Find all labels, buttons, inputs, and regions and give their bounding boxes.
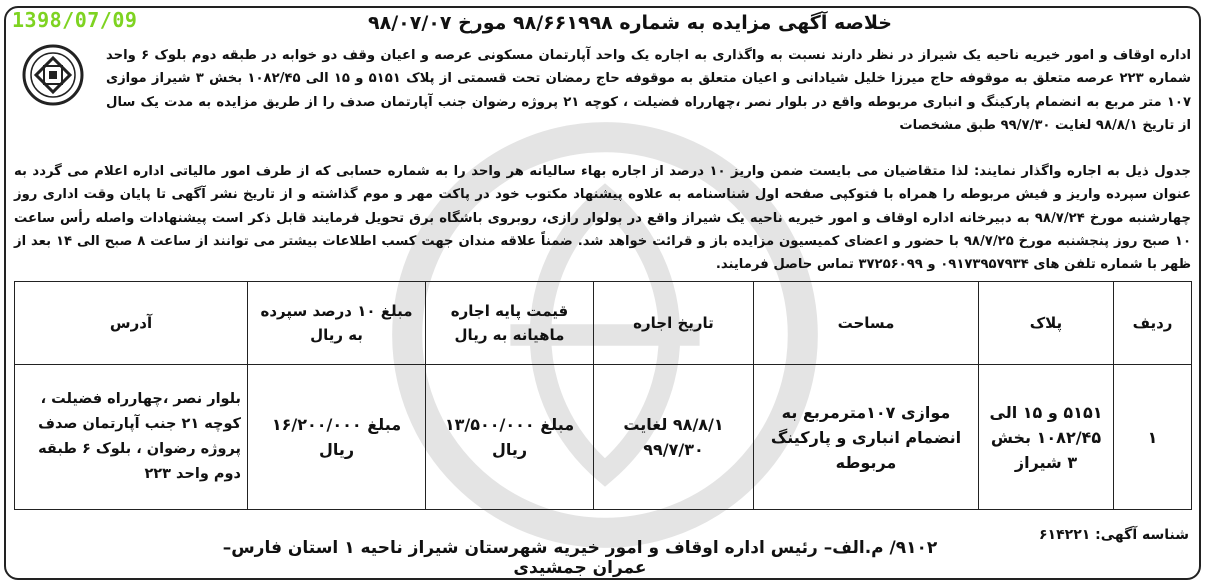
header-deposit: مبلغ ۱۰ درصد سپرده به ریال bbox=[248, 282, 426, 365]
notice-body-bottom-block bbox=[14, 160, 1191, 276]
cell-base-price: مبلغ ۱۳/۵۰۰/۰۰۰ ریال bbox=[426, 365, 594, 510]
cell-deposit: مبلغ ۱۶/۲۰۰/۰۰۰ ریال bbox=[248, 365, 426, 510]
header-base-price: قیمت پایه اجاره ماهیانه به ریال bbox=[426, 282, 594, 365]
cell-address: بلوار نصر ،چهارراه فضیلت ، کوچه ۲۱ جنب آپارتمان صدف پروژه رضوان ، بلوک ۶ طبقه دوم واحد ۲۲۳ bbox=[15, 365, 248, 510]
notice-body bbox=[106, 44, 1191, 137]
cell-plaque: ۵۱۵۱ و ۱۵ الی ۱۰۸۲/۴۵ بخش ۳ شیراز bbox=[979, 365, 1114, 510]
listing-table bbox=[14, 281, 1192, 510]
table-header-row bbox=[15, 282, 1192, 365]
cell-area: موازی ۱۰۷مترمربع به انضمام انباری و پارکینگ مربوطه bbox=[754, 365, 979, 510]
date-stamp: 1398/07/09 bbox=[12, 8, 138, 32]
signature-line: ۹۱۰۲/ م.الف– رئیس اداره اوقاف و امور خیریه شهرستان شیراز ناحیه ۱ استان فارس– عمران جمشیدی bbox=[222, 538, 938, 578]
notice-title: خلاصه آگهی مزایده به شماره ۹۸/۶۶۱۹۹۸ مورخ ۹۸/۰۷/۰۷ bbox=[368, 12, 892, 34]
header-plaque: پلاک bbox=[979, 282, 1114, 365]
cell-row-number: ۱ bbox=[1114, 365, 1192, 510]
awqaf-emblem-icon bbox=[22, 44, 84, 106]
notice-body-top: اداره اوقاف و امور خیریه ناحیه یک شیراز در نظر دارند نسبت به واگذاری به اجاره یک واحد آپارتمان مسکونی عرصه و اعیان وقف دو خوابه در طبقه دوم بلوک ۶ واحد شماره ۲۲۳ عرصه متعلق به موقوفه حاج میرزا خلیل شیادانی و اعیان متعلق به موقوفه حاج رمضان تحت قسمتی از پلاک ۵۱۵۱ و ۱۵ الی ۱۰۸۲/۴۵ بخش ۳ شیراز موازی ۱۰۷ متر مربع به انضمام پارکینگ و انباری مربوطه واقع در بلوار نصر ،چهارراه فضیلت ، کوچه ۲۱ پروژه رضوان جنب آپارتمان صدف را از طریق مزایده به مدت یک سال از تاریخ ۹۸/۸/۱ لغایت ۹۹/۷/۳۰ طبق مشخصات bbox=[106, 48, 1191, 133]
header-row-number: ردیف bbox=[1114, 282, 1192, 365]
ad-id-label: شناسه آگهی: bbox=[1095, 527, 1189, 543]
header-lease-date: تاریخ اجاره bbox=[594, 282, 754, 365]
ad-id bbox=[1039, 527, 1189, 543]
header-address: آدرس bbox=[15, 282, 248, 365]
notice-body-bottom: جدول ذیل به اجاره واگذار نمایند: لذا متقاضیان می بایست ضمن واریز ۱۰ درصد از اجاره بهاء سالیانه هر واحد را به شماره حسابی که از طرف امور مالیاتی اداره اعلام می گردد به عنوان سپرده واریز و فیش مربوطه را همراه با فتوکپی صفحه اول شناسنامه به علاوه پیشنهاد مکتوب خود در پاکت مهر و موم گذاشته و از تاریخ نشر آگهی تا پایان وقت اداری روز چهارشنبه مورخ ۹۸/۷/۲۴ به دبیرخانه اداره اوقاف و امور خیریه ناحیه یک شیراز واقع در بولوار رازی، روبروی باشگاه برق تحویل فرمایند قابل ذکر است پیشنهادات واصله رأس ساعت ۱۰ صبح روز پنجشنبه مورخ ۹۸/۷/۲۵ با حضور و اعضای کمیسیون مزایده باز و قرائت خواهد شد. ضمناً علاقه مندان جهت کسب اطلاعات بیشتر می توانند از ساعت ۸ صبح الی ۱۴ بعد از ظهر با شماره تلفن های ۰۹۱۷۳۹۵۷۹۳۴ و ۳۷۲۵۶۰۹۹ تماس حاصل فرمایند. bbox=[14, 164, 1191, 273]
header-area: مساحت bbox=[754, 282, 979, 365]
table-row bbox=[15, 365, 1192, 510]
ad-id-value: ۶۱۴۲۲۱ bbox=[1039, 527, 1091, 543]
cell-lease-date: ۹۸/۸/۱ لغایت ۹۹/۷/۳۰ bbox=[594, 365, 754, 510]
